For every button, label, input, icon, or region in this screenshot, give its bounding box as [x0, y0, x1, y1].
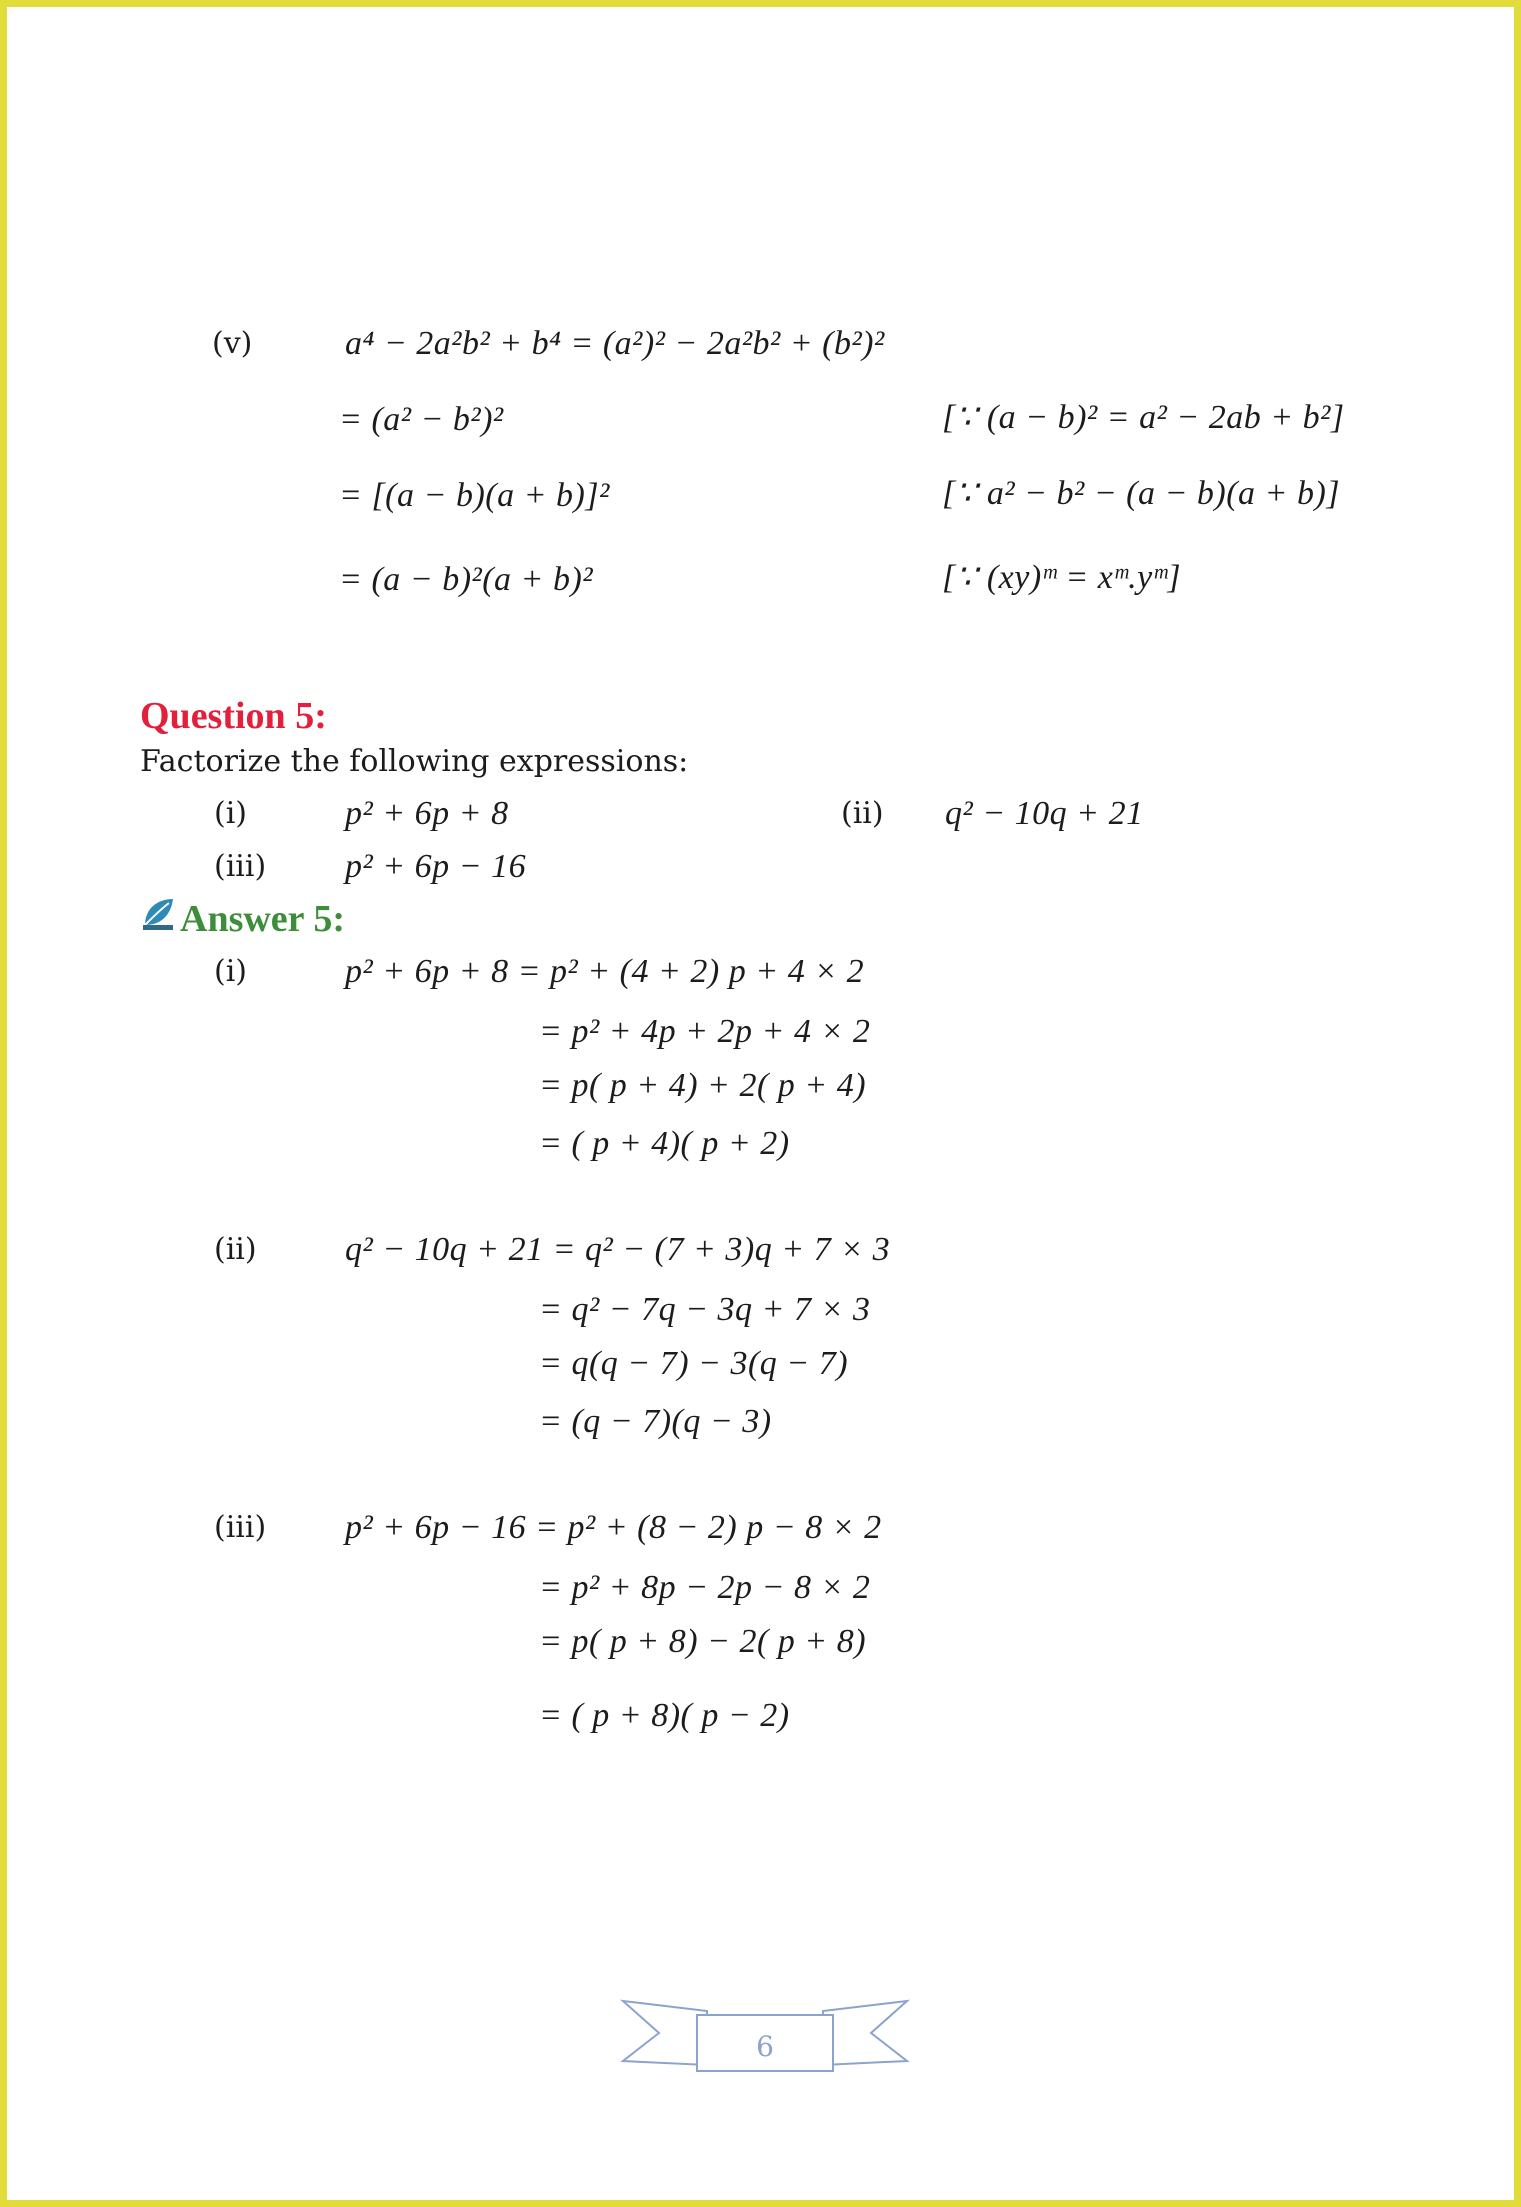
answer-part-ii-first: q² − 10q + 21 = q² − (7 + 3)q + 7 × 3	[345, 1231, 891, 1268]
part-v-line-4: = (a − b)²(a + b)²	[339, 561, 594, 598]
answer-heading: Answer 5:	[180, 898, 346, 940]
answer-part-ii-step-2: = q(q − 7) − 3(q − 7)	[539, 1345, 849, 1382]
answer-part-ii-step-3: = (q − 7)(q − 3)	[539, 1403, 772, 1440]
answer-part-i-step-1: = p² + 4p + 2p + 4 × 2	[539, 1013, 871, 1050]
question-item-expr-iii: p² + 6p − 16	[345, 848, 527, 885]
part-v-line-1: a⁴ − 2a²b² + b⁴ = (a²)² − 2a²b² + (b²)²	[345, 325, 885, 362]
part-v-reason-2: [∵ a² − b² − (a − b)(a + b)]	[942, 475, 1341, 512]
part-v-reason-1: [∵ (a − b)² = a² − 2ab + b²]	[942, 399, 1345, 436]
part-v-label: (v)	[212, 326, 253, 361]
question-item-label-iii: (iii)	[214, 849, 267, 884]
question-item-expr-ii: q² − 10q + 21	[945, 795, 1144, 832]
question-item-label-ii: (ii)	[841, 796, 884, 831]
answer-part-iii-first: p² + 6p − 16 = p² + (8 − 2) p − 8 × 2	[345, 1509, 882, 1546]
answer-part-iii-step-2: = p( p + 8) − 2( p + 8)	[539, 1623, 867, 1660]
question-item-expr-i: p² + 6p + 8	[345, 795, 509, 832]
answer-part-i-first: p² + 6p + 8 = p² + (4 + 2) p + 4 × 2	[345, 953, 865, 990]
answer-part-i-step-2: = p( p + 4) + 2( p + 4)	[539, 1067, 867, 1104]
answer-part-iii-step-1: = p² + 8p − 2p − 8 × 2	[539, 1569, 871, 1606]
question-prompt: Factorize the following expressions:	[140, 744, 689, 779]
answer-part-iii-label: (iii)	[214, 1510, 267, 1545]
answer-part-ii-label: (ii)	[214, 1232, 257, 1267]
answer-part-ii-step-1: = q² − 7q − 3q + 7 × 3	[539, 1291, 871, 1328]
answer-part-i-label: (i)	[214, 954, 248, 989]
part-v-line-3: = [(a − b)(a + b)]²	[339, 477, 610, 514]
question-item-label-i: (i)	[214, 796, 248, 831]
page-number: 6	[756, 2030, 774, 2063]
answer-part-iii-step-3: = ( p + 8)( p − 2)	[539, 1697, 790, 1734]
part-v-line-2: = (a² − b²)²	[339, 401, 504, 438]
leaf-logo-icon	[139, 895, 177, 933]
answer-part-i-step-3: = ( p + 4)( p + 2)	[539, 1125, 790, 1162]
part-v-reason-3: [∵ (xy)ᵐ = xᵐ.yᵐ]	[942, 559, 1182, 596]
question-heading: Question 5:	[140, 695, 327, 737]
